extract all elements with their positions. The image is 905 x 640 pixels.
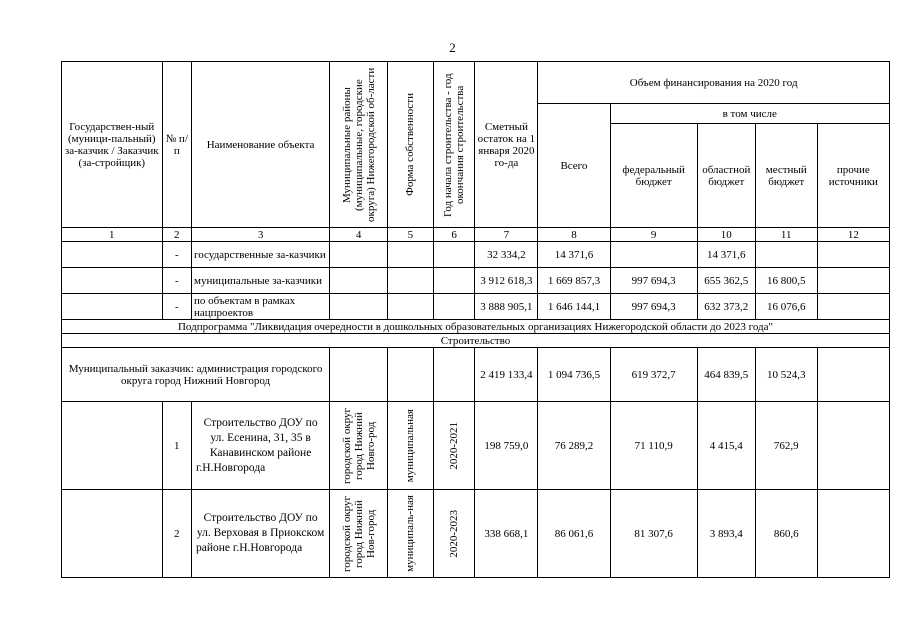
column-index-row <box>62 228 890 242</box>
customer-remainder: 2 419 133,4 <box>475 348 538 402</box>
row-federal <box>610 242 697 268</box>
object-other <box>817 402 889 490</box>
object-total: 76 289,2 <box>538 402 610 490</box>
row-other <box>817 268 889 294</box>
column-index: 7 <box>475 228 538 242</box>
row-local: 16 076,6 <box>755 294 817 320</box>
object-ownership: муниципальная <box>404 408 417 483</box>
header-num: № п/ п <box>162 62 191 228</box>
object-num: 2 <box>162 490 191 578</box>
customer-federal: 619 372,7 <box>610 348 697 402</box>
page-number: 2 <box>449 40 456 55</box>
column-index: 12 <box>817 228 889 242</box>
object-years: 2020-2023 <box>448 509 461 558</box>
column-index: 10 <box>697 228 755 242</box>
object-years-cell <box>433 490 475 578</box>
customer-total: 1 094 736,5 <box>538 348 610 402</box>
column-index: 3 <box>192 228 330 242</box>
header-years-cell <box>433 62 475 228</box>
section-title: Строительство <box>62 334 890 348</box>
header-federal: федеральный бюджет <box>610 124 697 228</box>
object-district: городской округ город Нижний Нов-город <box>340 495 377 572</box>
row-regional: 655 362,5 <box>697 268 755 294</box>
subprogram-title: Подпрограмма "Ликвидация очередности в дошкольных образовательных организациях Нижегородской области до 2023 года" <box>62 320 890 334</box>
row-total: 14 371,6 <box>538 242 610 268</box>
row-federal: 997 694,3 <box>610 268 697 294</box>
financing-table <box>61 61 890 578</box>
customer-other <box>817 348 889 402</box>
header-row-main <box>62 62 890 104</box>
row-name: муниципальные за-казчики <box>192 268 330 294</box>
header-districts-cell <box>330 62 388 228</box>
header-total: Всего <box>538 104 610 228</box>
column-index: 2 <box>162 228 191 242</box>
object-num: 1 <box>162 402 191 490</box>
object-name: Строительство ДОУ по ул. Верховая в Приокском районе г.Н.Новгорода <box>192 490 330 578</box>
column-index: 8 <box>538 228 610 242</box>
row-name: государственные за-казчики <box>192 242 330 268</box>
subprogram-row <box>62 320 890 334</box>
header-districts: Муниципальные районы (муниципальные, городские округа) Нижегородской об-ласти <box>340 67 377 222</box>
row-other <box>817 294 889 320</box>
column-index: 4 <box>330 228 388 242</box>
object-row <box>62 402 890 490</box>
object-years: 2020-2021 <box>448 421 461 470</box>
object-local: 860,6 <box>755 490 817 578</box>
header-funding-title: Объем финансирования на 2020 год <box>538 62 890 104</box>
header-years: Год начала строительства - год окончания строительства <box>442 72 467 217</box>
header-object-name: Наименование объекта <box>192 62 330 228</box>
object-years-cell <box>433 402 475 490</box>
row-remainder: 3 888 905,1 <box>475 294 538 320</box>
object-ownership-cell <box>388 402 434 490</box>
object-ownership: муниципаль-ная <box>404 495 417 572</box>
object-remainder: 198 759,0 <box>475 402 538 490</box>
object-total: 86 061,6 <box>538 490 610 578</box>
section-row <box>62 334 890 348</box>
row-remainder: 32 334,2 <box>475 242 538 268</box>
customer-label: Муниципальный заказчик: администрация городского округа город Нижний Новгород <box>62 348 330 402</box>
summary-row-municipal <box>62 268 890 294</box>
object-name: Строительство ДОУ по ул. Есенина, 31, 35 в Канавинском районе г.Н.Новгорода <box>192 402 330 490</box>
object-regional: 4 415,4 <box>697 402 755 490</box>
object-district-cell <box>330 402 388 490</box>
row-other <box>817 242 889 268</box>
header-ownership: Форма собственности <box>404 93 417 196</box>
row-total: 1 669 857,3 <box>538 268 610 294</box>
column-index: 9 <box>610 228 697 242</box>
column-index: 5 <box>388 228 434 242</box>
column-index: 1 <box>62 228 163 242</box>
object-federal: 81 307,6 <box>610 490 697 578</box>
object-district-cell <box>330 490 388 578</box>
summary-row-national-projects <box>62 294 890 320</box>
object-row <box>62 490 890 578</box>
object-other <box>817 490 889 578</box>
object-ownership-cell <box>388 490 434 578</box>
row-remainder: 3 912 618,3 <box>475 268 538 294</box>
object-federal: 71 110,9 <box>610 402 697 490</box>
object-local: 762,9 <box>755 402 817 490</box>
object-remainder: 338 668,1 <box>475 490 538 578</box>
header-local: местный бюджет <box>755 124 817 228</box>
customer-regional: 464 839,5 <box>697 348 755 402</box>
header-other: прочие источники <box>817 124 889 228</box>
header-including: в том числе <box>610 104 890 124</box>
row-name: по объектам в рамках нацпроектов <box>192 294 330 320</box>
header-regional: областной бюджет <box>697 124 755 228</box>
header-ownership-cell <box>388 62 434 228</box>
column-index: 6 <box>433 228 475 242</box>
row-local: 16 800,5 <box>755 268 817 294</box>
customer-local: 10 524,3 <box>755 348 817 402</box>
object-regional: 3 893,4 <box>697 490 755 578</box>
customer-row <box>62 348 890 402</box>
row-total: 1 646 144,1 <box>538 294 610 320</box>
summary-row-state <box>62 242 890 268</box>
header-remainder: Сметный остаток на 1 января 2020 го-да <box>475 62 538 228</box>
row-regional: 14 371,6 <box>697 242 755 268</box>
header-customer: Государствен-ный (муници-пальный) за-казчик / Заказчик (за-стройщик) <box>62 62 163 228</box>
row-regional: 632 373,2 <box>697 294 755 320</box>
column-index: 11 <box>755 228 817 242</box>
row-num: - <box>162 294 191 320</box>
row-federal: 997 694,3 <box>610 294 697 320</box>
row-num: - <box>162 268 191 294</box>
row-num: - <box>162 242 191 268</box>
row-local <box>755 242 817 268</box>
object-district: городской округ город Нижний Новго-род <box>340 407 377 484</box>
